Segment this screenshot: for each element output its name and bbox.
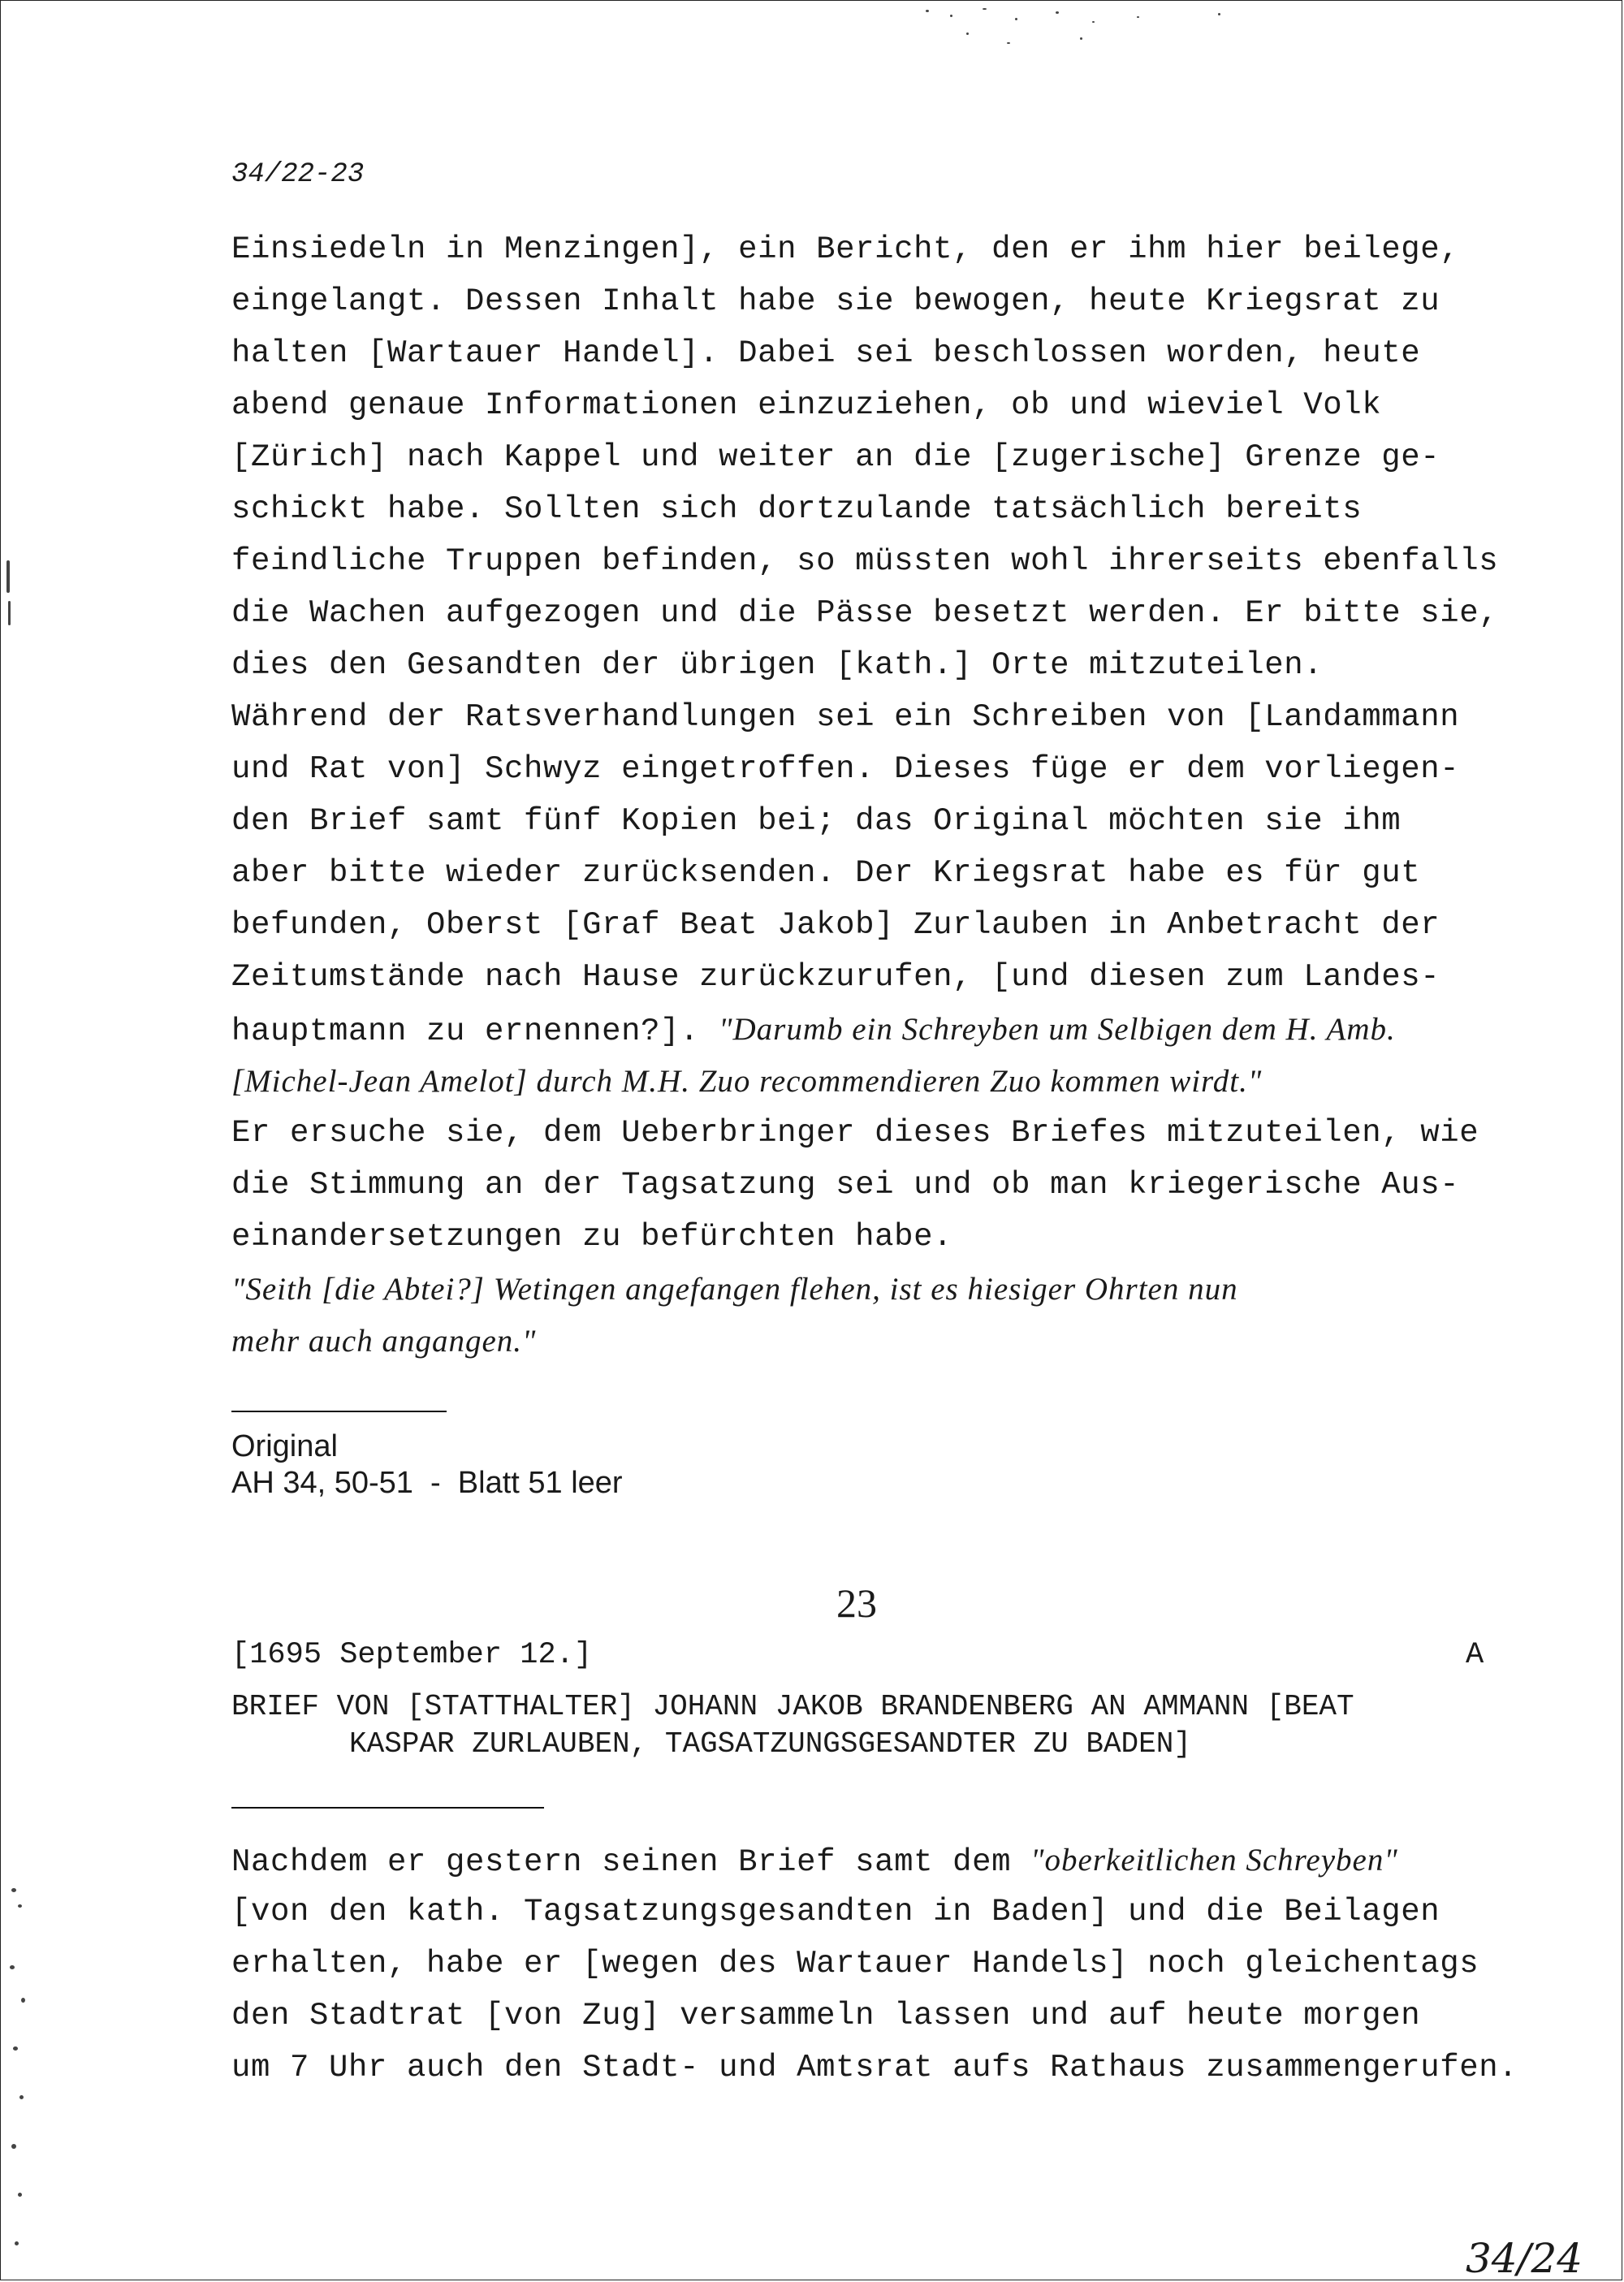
- text-line: halten [Wartauer Handel]. Dabei sei beschlossen worden, heute: [231, 335, 1421, 371]
- text-line: Während der Ratsverhandlungen sei ein Schreiben von [Landammann: [231, 699, 1460, 735]
- text-line: einandersetzungen zu befürchten habe.: [231, 1219, 953, 1255]
- text-line: schickt habe. Sollten sich dortzulande tatsächlich bereits: [231, 491, 1363, 527]
- text-line-mixed: [231, 1011, 1396, 1049]
- text-line: erhalten, habe er [wegen des Wartauer Handels] noch gleichentags: [231, 1946, 1479, 1982]
- text-line: den Brief samt fünf Kopien bei; das Original möchten sie ihm: [231, 803, 1402, 839]
- quote-italic-line: [Michel-Jean Amelot] durch M.H. Zuo recommendieren Zuo kommen wirdt.": [231, 1064, 1263, 1099]
- handwritten-page-number: 34/24: [1466, 2235, 1583, 2282]
- text-line: Zeitumstände nach Hause zurückzurufen, [und diesen zum Landes-: [231, 959, 1440, 995]
- text-plain: hauptmann zu ernennen?].: [231, 1014, 719, 1049]
- text-line: Er ersuche sie, dem Ueberbringer dieses Briefes mitzuteilen, wie: [231, 1115, 1479, 1151]
- document-title-line2: KASPAR ZURLAUBEN, TAGSATZUNGSGESANDTER ZU BADEN]: [349, 1727, 1191, 1761]
- text-line: um 7 Uhr auch den Stadt- und Amtsrat aufs Rathaus zusammengerufen.: [231, 2050, 1518, 2085]
- quote-italic-line: mehr auch angangen.": [231, 1324, 537, 1359]
- page-reference: 34/22-23: [231, 159, 365, 190]
- text-line-mixed: [231, 1842, 1398, 1880]
- quote-italic: "Darumb ein Schreyben um Selbigen dem H. Amb.: [719, 1012, 1396, 1047]
- document-date: [1695 September 12.]: [231, 1638, 593, 1672]
- text-line: den Stadtrat [von Zug] versammeln lassen und auf heute morgen: [231, 1998, 1421, 2033]
- text-line: dies den Gesandten der übrigen [kath.] Orte mitzuteilen.: [231, 647, 1324, 683]
- document-number: 23: [836, 1580, 877, 1626]
- text-line: eingelangt. Dessen Inhalt habe sie bewogen, heute Kriegsrat zu: [231, 283, 1440, 319]
- text-line: die Stimmung an der Tagsatzung sei und ob man kriegerische Aus-: [231, 1167, 1460, 1203]
- text-line: befunden, Oberst [Graf Beat Jakob] Zurlauben in Anbetracht der: [231, 907, 1440, 943]
- text-line: die Wachen aufgezogen und die Pässe besetzt werden. Er bitte sie,: [231, 595, 1499, 631]
- text-plain: Nachdem er gestern seinen Brief samt dem: [231, 1844, 1031, 1880]
- quote-italic-line: "Seith [die Abtei?] Wetingen angefangen flehen, ist es hiesiger Ohrten nun: [231, 1272, 1238, 1307]
- text-line: [von den kath. Tagsatzungsgesandten in Baden] und die Beilagen: [231, 1894, 1440, 1930]
- document-title-line1: BRIEF VON [STATTHALTER] JOHANN JAKOB BRANDENBERG AN AMMANN [BEAT: [231, 1690, 1354, 1723]
- text-line: Einsiedeln in Menzingen], ein Bericht, den er ihm hier beilege,: [231, 231, 1460, 267]
- source-detail: AH 34, 50-51 - Blatt 51 leer: [231, 1466, 623, 1500]
- title-divider: [231, 1807, 544, 1809]
- text-line: abend genaue Informationen einzuziehen, ob und wieviel Volk: [231, 387, 1382, 423]
- source-label: Original: [231, 1429, 338, 1463]
- text-line: aber bitte wieder zurücksenden. Der Kriegsrat habe es für gut: [231, 855, 1421, 891]
- quote-italic: "oberkeitlichen Schreyben": [1030, 1843, 1398, 1878]
- text-line: und Rat von] Schwyz eingetroffen. Dieses füge er dem vorliegen-: [231, 751, 1460, 787]
- text-line: feindliche Truppen befinden, so müssten wohl ihrerseits ebenfalls: [231, 543, 1499, 579]
- text-line: [Zürich] nach Kappel und weiter an die [zugerische] Grenze ge-: [231, 439, 1440, 475]
- document-letter: A: [1466, 1638, 1484, 1672]
- footnote-divider: [231, 1411, 447, 1412]
